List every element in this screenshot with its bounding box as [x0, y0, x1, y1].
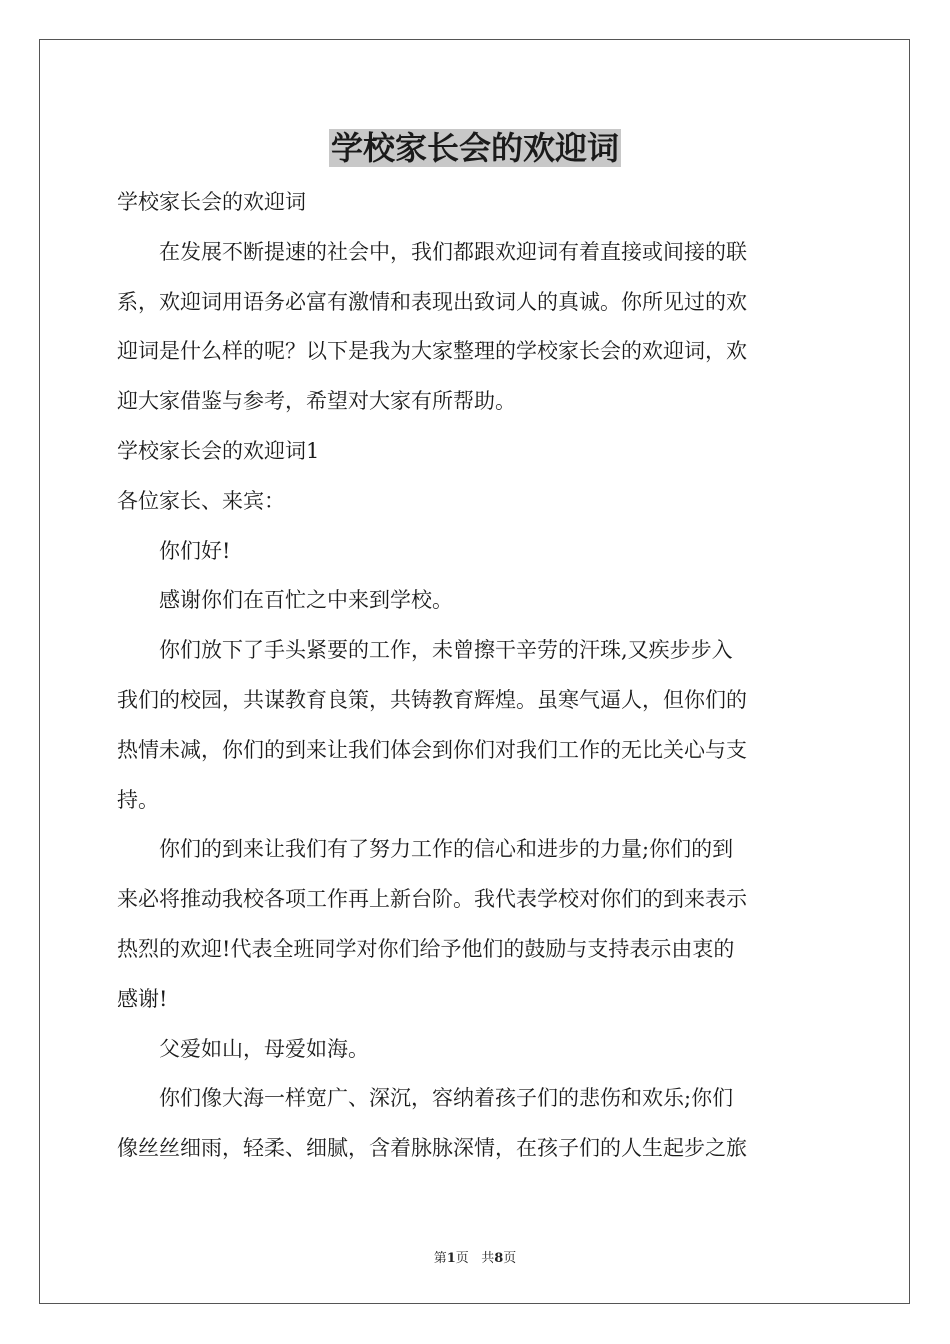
salutation: 各位家长、来宾： — [117, 488, 285, 513]
para1-line-3: 热情未减，你们的到来让我们体会到你们对我们工作的无比关心与支 — [117, 737, 747, 762]
footer-total-prefix: 共 — [481, 1251, 495, 1266]
document-title-text: 学校家长会的欢迎词 — [330, 129, 619, 167]
intro-line-4: 迎大家借鉴与参考，希望对大家有所帮助。 — [117, 389, 516, 414]
footer-total-suffix: 页 — [503, 1251, 517, 1266]
intro-line-2: 系，欢迎词用语务必富有激情和表现出致词人的真诚。你所见过的欢 — [117, 289, 747, 314]
footer-page-number: 1 — [446, 1251, 456, 1266]
footer-prefix: 第 — [433, 1251, 447, 1266]
section-heading: 学校家长会的欢迎词1 — [117, 438, 320, 463]
document-body — [117, 178, 833, 1174]
intro-line-1: 在发展不断提速的社会中，我们都跟欢迎词有着直接或间接的联 — [159, 239, 747, 264]
intro-line-3: 迎词是什么样的呢？以下是我为大家整理的学校家长会的欢迎词，欢 — [117, 339, 747, 364]
para2-line-1: 你们的到来让我们有了努力工作的信心和进步的力量;你们的到 — [159, 837, 734, 862]
document-subtitle: 学校家长会的欢迎词 — [117, 190, 306, 214]
document-title — [0, 126, 950, 170]
para2-line-3: 热烈的欢迎!代表全班同学对你们给予他们的鼓励与支持表示由衷的 — [117, 936, 735, 961]
para3-line: 父爱如山，母爱如海。 — [159, 1036, 369, 1061]
page-footer — [0, 1247, 950, 1266]
para2-line-2: 来必将推动我校各项工作再上新台阶。我代表学校对你们的到来表示 — [117, 887, 747, 912]
para2-line-4: 感谢! — [117, 986, 168, 1011]
greeting: 你们好! — [159, 538, 231, 563]
para1-line-2: 我们的校园，共谋教育良策，共铸教育辉煌。虽寒气逼人，但你们的 — [117, 687, 747, 712]
para1-line-4: 持。 — [117, 787, 159, 812]
footer-page-suffix: 页 — [455, 1251, 469, 1266]
para4-line-1: 你们像大海一样宽广、深沉，容纳着孩子们的悲伤和欢乐;你们 — [159, 1086, 734, 1111]
footer-total-pages: 8 — [494, 1251, 504, 1266]
para4-line-2: 像丝丝细雨，轻柔、细腻，含着脉脉深情，在孩子们的人生起步之旅 — [117, 1136, 747, 1161]
thanks-line: 感谢你们在百忙之中来到学校。 — [159, 588, 453, 613]
para1-line-1: 你们放下了手头紧要的工作，未曾擦干辛劳的汗珠,又疾步步入 — [159, 638, 733, 663]
